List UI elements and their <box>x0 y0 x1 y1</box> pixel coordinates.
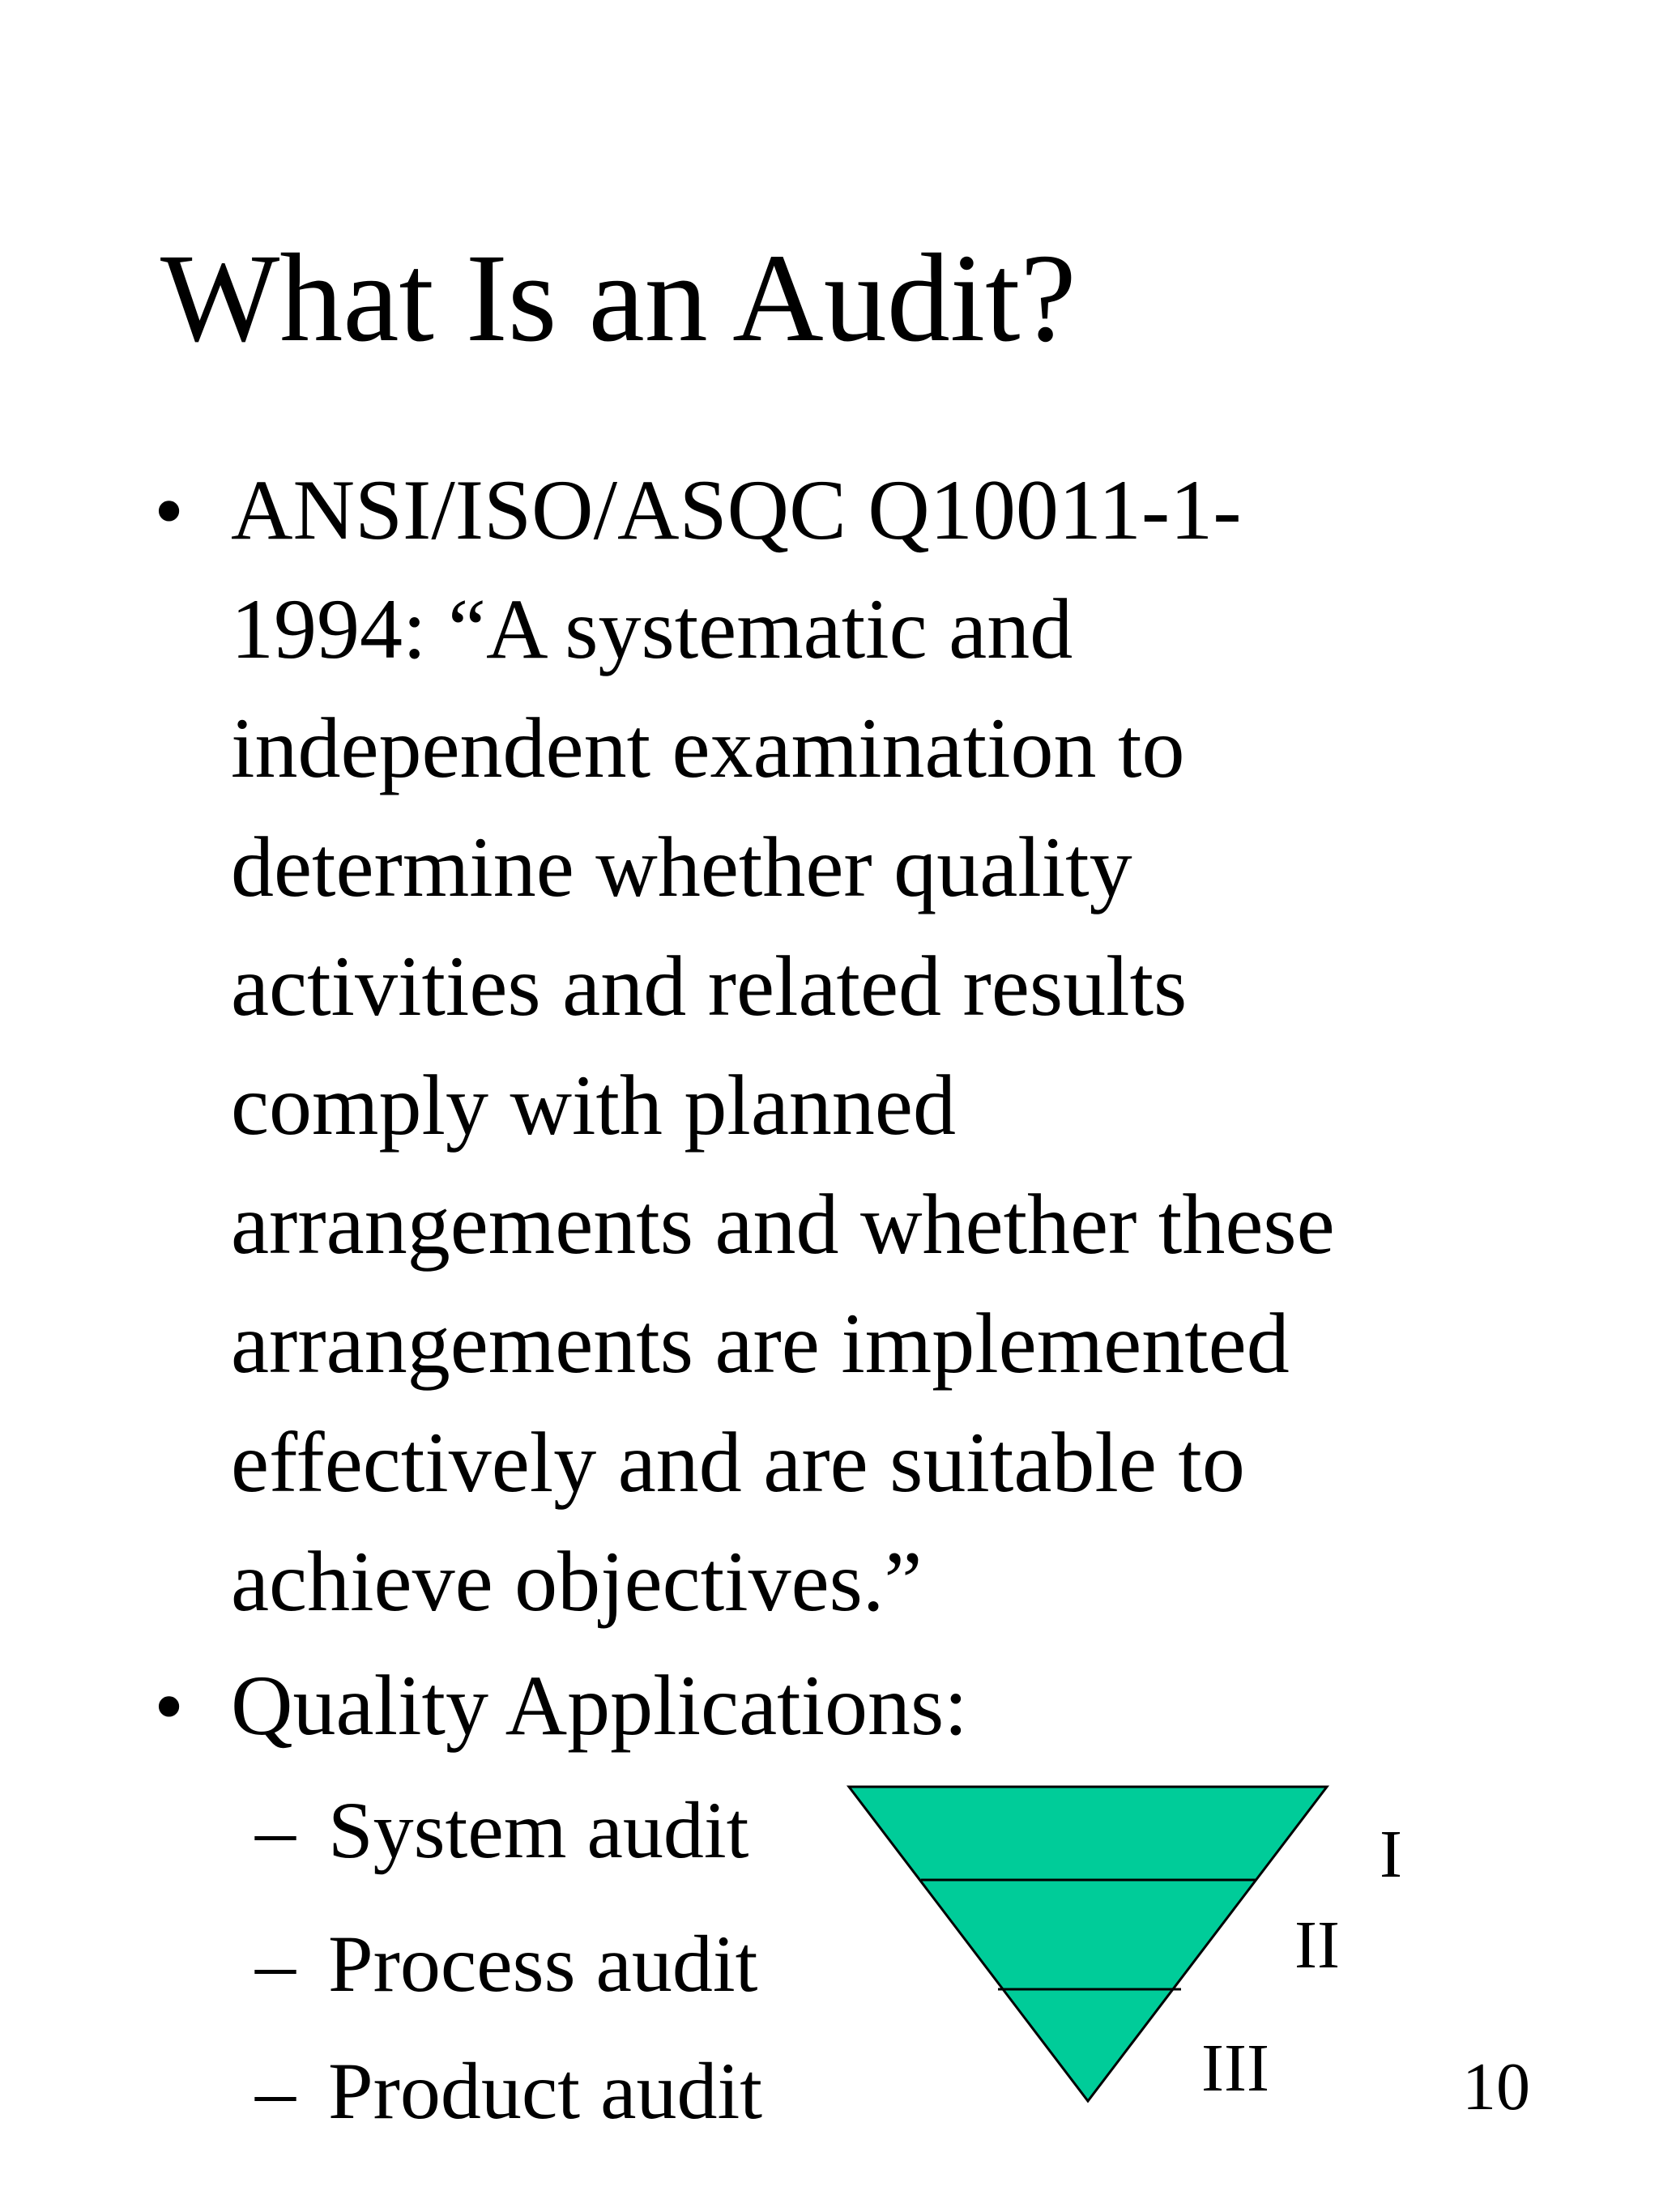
pyramid-level-label: II <box>1294 1907 1340 1983</box>
quality-applications-bullet: Quality Applications: <box>231 1658 968 1753</box>
dash-marker: – <box>255 2046 296 2136</box>
page-number: 10 <box>1462 2049 1530 2125</box>
pyramid-level-label: III <box>1201 2031 1269 2106</box>
definition-line: achieve objectives.” <box>231 1534 923 1629</box>
definition-line: comply with planned <box>231 1058 956 1153</box>
definition-line: ANSI/ISO/ASQC Q10011-1- <box>231 462 1242 557</box>
definition-line: determine whether quality <box>231 820 1132 914</box>
sub-item-label: Product audit <box>328 2046 763 2136</box>
definition-line: activities and related results <box>231 939 1188 1034</box>
definition-line: 1994: “A systematic and <box>231 582 1073 676</box>
definition-line: independent examination to <box>231 701 1185 795</box>
slide-title: What Is an Audit? <box>160 228 1077 368</box>
sub-item-label: Process audit <box>328 1919 758 2009</box>
sub-item-label: System audit <box>328 1785 749 1875</box>
bullet-marker: • <box>154 463 185 558</box>
dash-marker: – <box>255 1785 296 1875</box>
pyramid-level-label: I <box>1380 1817 1402 1892</box>
definition-line: arrangements and whether these <box>231 1177 1335 1272</box>
definition-line: arrangements are implemented <box>231 1296 1290 1391</box>
bullet-marker: • <box>154 1659 185 1754</box>
dash-marker: – <box>255 1919 296 2009</box>
definition-line: effectively and are suitable to <box>231 1415 1245 1510</box>
